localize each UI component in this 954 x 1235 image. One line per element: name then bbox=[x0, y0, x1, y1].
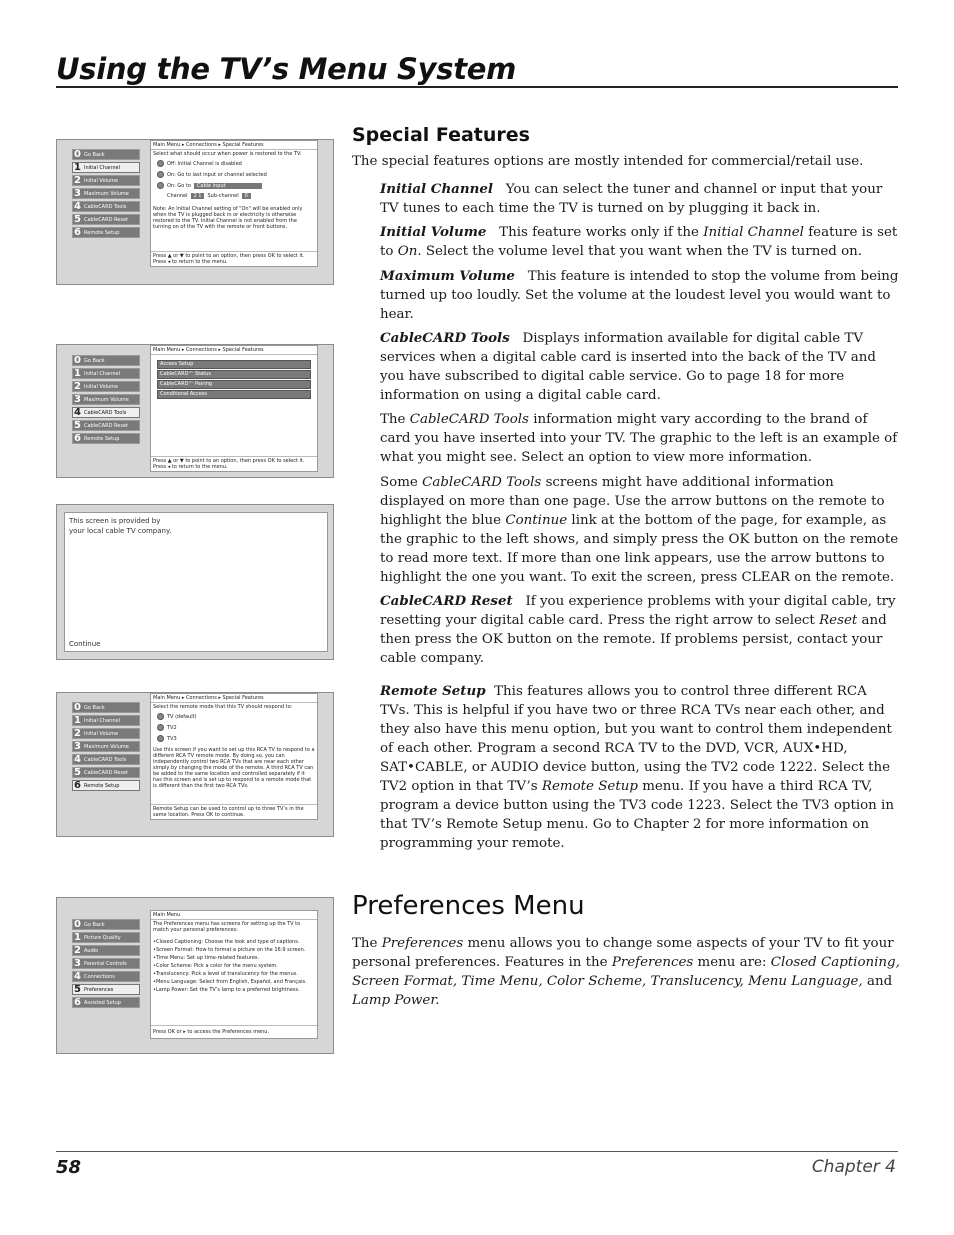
content-panel bbox=[150, 345, 318, 472]
note: Note: An Initial Channel setting of "On" will be enabled only when the TV is plugged back in or electricity is otherwise restored to the TV. Initial Channel is not enabled from the turning on of the TV with the remote or front buttons. bbox=[153, 206, 303, 230]
radio-icon bbox=[157, 735, 164, 742]
prompt: Select the remote mode that this TV should respond to: bbox=[153, 704, 293, 710]
screen-remote-setup bbox=[56, 692, 334, 837]
intro: The Preferences menu has screens for setting up the TV to match your personal preferences: bbox=[153, 921, 301, 933]
option-bar[interactable]: CableCARD™ Pairing bbox=[157, 380, 311, 389]
panel-footer: Press OK or ▸ to access the Preferences menu. bbox=[151, 1025, 317, 1038]
menu-item[interactable]: 2 Audio bbox=[72, 945, 140, 956]
menu-item[interactable]: 3 Parental Controls bbox=[72, 958, 140, 969]
menu-item[interactable]: 3 Maximum Volume bbox=[72, 394, 140, 405]
menu-item[interactable]: 6 Remote Setup bbox=[72, 433, 140, 444]
breadcrumb: Main Menu ▸ Connections ▸ Special Features bbox=[151, 694, 317, 703]
menu-item[interactable]: 1 Initial Channel bbox=[72, 368, 140, 379]
menu-item[interactable]: 0 Go Back bbox=[72, 149, 140, 160]
pref-item: •Screen Format: How to format a picture on the 16:9 screen. bbox=[153, 947, 306, 953]
menu-item[interactable]: 2 Initial Volume bbox=[72, 381, 140, 392]
cable-line-2: your local cable TV company. bbox=[69, 527, 172, 535]
initial-volume-para: Initial Volume This feature works only if the Initial Channel feature is set to On. Select the volume level that you want when the TV is turned on. bbox=[380, 224, 898, 259]
channel-field[interactable]: 2 1 bbox=[191, 193, 205, 199]
radio-icon bbox=[157, 713, 164, 720]
menu-item[interactable]: 1 Picture Quality bbox=[72, 932, 140, 943]
cable-line-1: This screen is provided by bbox=[69, 517, 161, 525]
prompt: Select what should occur when power is restored to the TV: bbox=[153, 151, 302, 157]
subchannel-field[interactable]: 0 bbox=[242, 193, 251, 199]
radio-icon bbox=[157, 182, 164, 189]
screen-cable-company bbox=[56, 504, 334, 660]
content-panel bbox=[150, 910, 318, 1039]
cablecard-reset-para: CableCARD Reset If you experience problems with your digital cable, try resetting your digital cable card. Press the right arrow to select Reset and then press the OK button on the remote. If problems persist, contact your cable company. bbox=[380, 593, 896, 666]
pref-item: •Translucency: Pick a level of translucency for the menus. bbox=[153, 971, 298, 977]
pref-item: •Menu Language: Select from English, Español, and Français. bbox=[153, 979, 307, 985]
radio-icon bbox=[157, 724, 164, 731]
breadcrumb: Main Menu ▸ Connections ▸ Special Features bbox=[151, 141, 317, 150]
menu-item[interactable]: 4 Connections bbox=[72, 971, 140, 982]
menu-item[interactable]: 6 Remote Setup bbox=[72, 780, 140, 791]
continue-link[interactable]: Continue bbox=[69, 640, 101, 648]
pref-item: •Color Scheme: Pick a color for the menu system. bbox=[153, 963, 278, 969]
menu-item[interactable]: 0 Go Back bbox=[72, 355, 140, 366]
cablecard-tools-para-3: Some CableCARD Tools screens might have additional information displayed on more than one page. Use the arrow buttons on the remote to highlight the blue Continue link at the bottom of the page, for example, as the graphic to the left shows, and simply press the OK button on the remote to read more text. If more than one link appears, use the arrow buttons to highlight the one you want. To exit the screen, press CLEAR on the remote. bbox=[380, 475, 899, 585]
preferences-para: The Preferences menu allows you to change some aspects of your TV to fit your personal preferences. Features in the Preferences menu are: Closed Captioning, Screen Format, Time Menu, Color Scheme, Translucency, Menu Language, and Lamp Power. bbox=[352, 936, 900, 1008]
screen-cablecard-tools bbox=[56, 344, 334, 478]
preferences-heading: Preferences Menu bbox=[352, 891, 585, 921]
panel-footer: Press ▲ or ▼ to point to an option, then press OK to select it. Press ◂ to return to the menu. bbox=[151, 456, 317, 471]
channel-row: Channel 2 1 Sub-channel 0 bbox=[151, 191, 317, 201]
option-bar[interactable]: Access Setup bbox=[157, 360, 311, 369]
menu-item[interactable]: 6 Remote Setup bbox=[72, 227, 140, 238]
option-bar[interactable]: CableCARD™ Status bbox=[157, 370, 311, 379]
panel-footer: Press ▲ or ▼ to point to an option, then press OK to select it. Press ◂ to return to the menu. bbox=[151, 251, 317, 266]
menu-item[interactable]: 0 Go Back bbox=[72, 919, 140, 930]
maximum-volume-para: Maximum Volume This feature is intended to stop the volume from being turned up too loudly. Set the volume at the loudest level you would want to hear. bbox=[380, 268, 899, 322]
footer-rule bbox=[56, 1151, 898, 1152]
initial-channel-para: Initial Channel You can select the tuner and channel or input that your TV tunes to each time the TV is turned on by plugging it back in. bbox=[380, 181, 883, 216]
remote-setup-para: Remote Setup This features allows you to control three different RCA TVs. This is helpful if you have two or three RCA TVs near each other, and they also have this menu option, but you want to control them independent of each other. Program a second RCA TV to the DVD, VCR, AUX•HD, SAT•CABLE, or AUDIO device button, using the TV2 code 1222. Select the TV2 option in that TV’s Remote Setup menu. If you have a third RCA TV, program a device button using the TV3 code 1223. Select the TV3 option in that TV’s Remote Setup menu. Go to Chapter 2 for more information on programming your remote. bbox=[380, 683, 894, 851]
breadcrumb: Main Menu bbox=[151, 911, 317, 920]
cable-message-panel bbox=[64, 512, 328, 652]
menu-item[interactable]: 3 Maximum Volume bbox=[72, 741, 140, 752]
pref-item: •Closed Captioning: Choose the look and type of captions. bbox=[153, 939, 300, 945]
menu-item[interactable]: 5 CableCARD Reset bbox=[72, 767, 140, 778]
pref-item: •Time Menu: Set up time-related features. bbox=[153, 955, 260, 961]
radio-icon bbox=[157, 160, 164, 167]
menu-item[interactable]: 5 Preferences bbox=[72, 984, 140, 995]
menu-item[interactable]: 0 Go Back bbox=[72, 702, 140, 713]
page-number: 58 bbox=[56, 1157, 82, 1178]
page-header-title: Using the TV’s Menu System bbox=[56, 52, 517, 86]
breadcrumb: Main Menu ▸ Connections ▸ Special Features bbox=[151, 346, 317, 355]
menu-item[interactable]: 4 CableCARD Tools bbox=[72, 754, 140, 765]
option-tv2[interactable]: TV2 bbox=[151, 722, 317, 733]
chapter-label: Chapter 4 bbox=[811, 1157, 896, 1177]
content-panel bbox=[150, 140, 318, 267]
radio-icon bbox=[157, 171, 164, 178]
menu-item[interactable]: 4 CableCARD Tools bbox=[72, 407, 140, 418]
menu-item[interactable]: 5 CableCARD Reset bbox=[72, 420, 140, 431]
header-rule bbox=[56, 86, 898, 88]
menu-item[interactable]: 6 Assisted Setup bbox=[72, 997, 140, 1008]
side-menu bbox=[72, 919, 140, 1010]
menu-item[interactable]: 1 Initial Channel bbox=[72, 715, 140, 726]
special-features-heading: Special Features bbox=[352, 124, 530, 146]
side-menu bbox=[72, 355, 140, 446]
option-on-last[interactable]: On: Go to last input or channel selected bbox=[151, 169, 317, 180]
input-select[interactable]: Cable input bbox=[194, 183, 262, 189]
menu-item[interactable]: 3 Maximum Volume bbox=[72, 188, 140, 199]
side-menu bbox=[72, 702, 140, 793]
panel-footer: Remote Setup can be used to control up to three TV’s in the same location. Press OK to continue. bbox=[151, 804, 317, 819]
side-menu bbox=[72, 149, 140, 240]
option-on-goto[interactable]: On: Go to Cable input bbox=[151, 180, 317, 191]
content-panel bbox=[150, 693, 318, 820]
pref-item: •Lamp Power: Set the TV’s lamp to a preferred brightness. bbox=[153, 987, 300, 993]
description: Use this screen if you want to set up this RCA TV to respond to a different RCA TV remote mode. By doing so, you can independently control two RCA TVs that are near each other simply by changing the mode of the remote. A third RCA TV can be added to the same location and controlled separately if it has this screen and is set up to respond to a remote mode that is different than the first two RCA TVs. bbox=[153, 747, 315, 789]
option-tv1[interactable]: TV (default) bbox=[151, 711, 317, 722]
menu-item[interactable]: 4 CableCARD Tools bbox=[72, 201, 140, 212]
menu-item[interactable]: 5 CableCARD Reset bbox=[72, 214, 140, 225]
cablecard-tools-para-2: The CableCARD Tools information might vary according to the brand of card you have inserted into your TV. The graphic to the left is an example of what you might see. Select an option to view more information. bbox=[380, 412, 898, 465]
option-bar[interactable]: Conditional Access bbox=[157, 390, 311, 399]
special-intro: The special features options are mostly intended for commercial/retail use. bbox=[352, 154, 864, 169]
option-off[interactable]: Off: Initial Channel is disabled bbox=[151, 158, 317, 169]
menu-item[interactable]: 2 Initial Volume bbox=[72, 728, 140, 739]
option-tv3[interactable]: TV3 bbox=[151, 733, 317, 744]
menu-item[interactable]: 1 Initial Channel bbox=[72, 162, 140, 173]
cablecard-tools-para: CableCARD Tools Displays information available for digital cable TV services when a digital cable card is inserted into the back of the TV and you have subscribed to digital cable service. Go to page 18 for more information on using a digital cable card. bbox=[380, 330, 876, 403]
menu-item[interactable]: 2 Initial Volume bbox=[72, 175, 140, 186]
screen-preferences bbox=[56, 897, 334, 1054]
screen-initial-channel bbox=[56, 139, 334, 285]
